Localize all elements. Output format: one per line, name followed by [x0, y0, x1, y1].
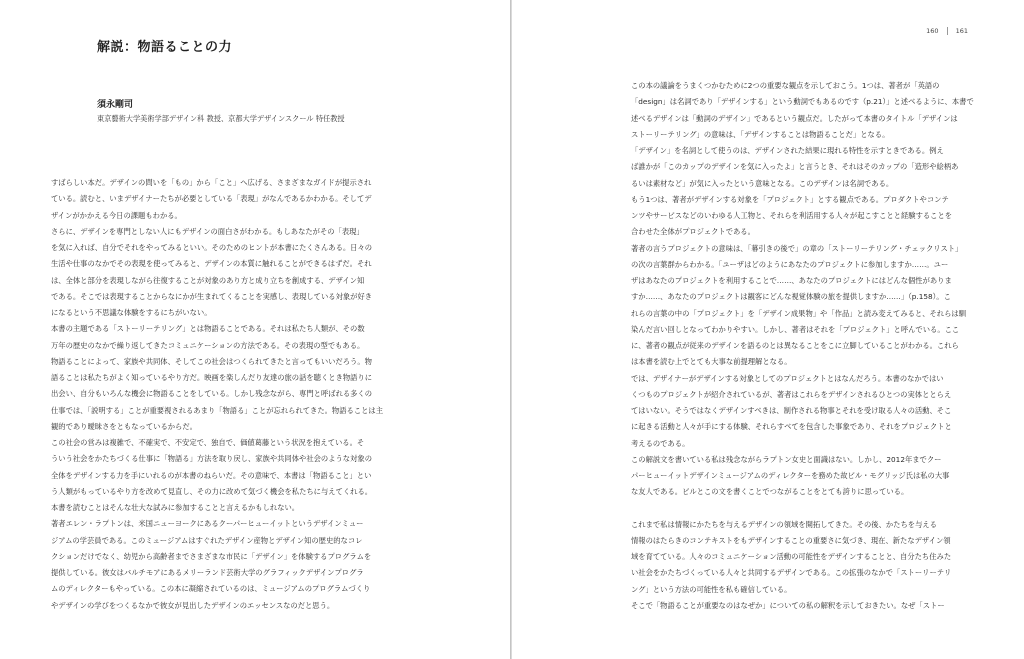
text-line: 考えるのである。 [631, 438, 690, 448]
text-line: は本書を読む上でとても大事な前提理解となる。 [631, 357, 792, 367]
text-line: い社会をかたちづくっている人々と共同するデザインである。この拡張のなかで「ストーリーテリ [631, 568, 952, 578]
page-numbers [926, 27, 968, 35]
text-line: う人類がもっているやり方を改めて見直し、その力に改めて気づく機会を私たちに与えてくれる。 [51, 486, 373, 496]
text-line: 観的であり曖昧さをともなっているからだ。 [51, 421, 197, 431]
text-line: ジアムの学芸員である。このミュージアムはすぐれたデザイン産物とデザイン知の歴史的なコレ [51, 535, 363, 545]
author-name: 須永剛司 [97, 100, 134, 110]
text-line: 「design」は名詞であり「デザインする」という動詞でもあるのです（p.21）」と述べるように、本書で [631, 97, 974, 107]
text-line: パーヒューイットデザインミュージアムのディレクターを務めた故ビル・モグリッジ氏は私の大事 [631, 471, 950, 480]
text-line: ういう社会をかたちづくる仕事に「物語る」方法を取り戻し、家族や共同体や社会のような対象の [51, 454, 372, 464]
left-page [0, 0, 510, 659]
text-line: 情報のはたらきのコンテキストをもデザインすることの重要さに気づき、現在、新たなデザイン領 [631, 535, 951, 545]
text-line: ザインがかかえる今日の課題もわかる。 [51, 210, 182, 220]
text-line: 仕事では、「説明する」ことが重要視されるあまり「物語る」ことが忘れられてきた。物語ることは主 [51, 405, 384, 415]
text-line: くつものプロジェクトが紹介されているが、著者はこれらをデザインされるひとつの実体ととらえ [631, 389, 952, 399]
text-line: これまで私は情報にかたちを与えるデザインの領域を開拓してきた。その後、かたちを与える [631, 519, 937, 529]
text-line: 域を育てている。人々のコミュニケーション活動の可能性をデザインすることと、自分たち住みた [631, 552, 952, 561]
page-number-separator [947, 27, 948, 35]
text-line: そこで「物語ることが重要なのはなぜか」についての私の解釈を示しておきたい。なぜ「ストー [631, 600, 945, 610]
text-line: すばらしい本だ。デザインの問いを「もの」から「こと」へ広げる、さまざまなガイドが提示され [51, 178, 372, 187]
text-line: 物語ることによって、家族や共同体、そしてこの社会はつくられてきたと言ってもいいだろう。物 [51, 356, 372, 366]
text-line: この社会の営みは複雑で、不確実で、不安定で、独自で、価値葛藤という状況を抱えている。そ [51, 438, 365, 447]
text-line: ている。読むと、いまデザイナーたちが必要としている「表現」がなんであるかわかる。そしてデ [51, 194, 372, 204]
text-line: ば誰かが「このカップのデザインを気に入ったよ」と言うとき、それはそのカップの「造形や絵柄あ [631, 162, 959, 172]
text-line: ンツやサービスなどのいわゆる人工物と、それらを利活用する人々が起こすことと経験することを [631, 211, 953, 220]
text-line: を気に入れば、自分でそれをやってみるといい。そのためのヒントが本書にたくさんある。日々の [51, 243, 373, 252]
text-line: 全体をデザインする力を手にいれるのが本書のねらいだ。その意味で、本書は「物語ること」とい [51, 470, 372, 480]
text-line: 本書を読むことはそんな壮大な試みに参加することと言えるかもしれない。 [51, 503, 300, 512]
text-line: 出会い、自分もいろんな機会に物語ることをしている。しかし残念ながら、専門と呼ばれる多くの [51, 389, 373, 399]
right-body-text [631, 78, 976, 614]
text-line: の次の言葉群からわかる。「ユーザはどのようにあなたのプロジェクトに参加しますか……。ユー [631, 259, 949, 269]
text-line: この本の議論をうまくつかむために2つの重要な観点を示しておこう。1つは、著者が「英語の [631, 81, 940, 90]
text-line: ムのディレクターもやっている。この本に凝縮されているのは、ミュージアムのプログラムづくり [51, 584, 371, 594]
page-number-left: 160 [926, 27, 939, 35]
text-line: 著者の言うプロジェクトの意味は、「幕引きの後で」の章の「ストーリーテリング・チェックリスト」 [631, 243, 963, 253]
text-line: すか……、あなたのプロジェクトは観客にどんな視覚体験の旅を提供しますか……」（p.158）。こ [631, 292, 951, 302]
page-number-right: 161 [955, 27, 968, 35]
text-line: さらに、デザインを専門としない人にもデザインの面白さがわかる。もしあなたがその「表現」 [51, 226, 364, 236]
text-line: ザはあなたのプロジェクトを利用することで……、あなたのプロジェクトにはどんな個性がありま [631, 276, 952, 285]
text-line: もう1つは、著者がデザインする対象を「プロジェクト」とする観点である。プロダクトやコンテ [631, 194, 949, 204]
text-line: である。そこでは表現することからなにかが生まれてくることを実感し、表現している対象が好き [51, 291, 373, 301]
text-line: 語ることは私たちがよく知っているやり方だ。映画を楽しんだり友達の旅の話を聴くとき物語りに [51, 373, 373, 382]
text-line: 本書の主題である「ストーリーテリング」とは物語ることである。それは私たち人類が、その数 [51, 324, 365, 334]
text-line: に、著者の観点が従来のデザインを語るのとは異なることをこに立脚していることがわかる。これら [631, 341, 959, 350]
text-line: るいは素材など」が気に入ったという意味となる。このデザインは名詞である。 [631, 178, 894, 188]
text-line: では、デザイナーがデザインする対象としてのプロジェクトとはなんだろう。本書のなかではい [631, 373, 944, 383]
text-line: てはいない。そうではなくデザインすべきは、制作される物事とそれを受け取る人々の活動、そこ [631, 406, 952, 415]
text-line: 万年の歴史のなかで繰り返してきたコミュニケーションの方法である。その表現の型でもある。 [51, 340, 365, 350]
text-line: 述べるデザインは「動詞のデザイン」であるという観点だ。したがって本書のタイトル「デザインは [631, 113, 958, 123]
author-affiliation: 東京藝術大学美術学部デザイン科 教授、京都大学デザインスクール 特任教授 [97, 114, 345, 123]
text-line: は、全体と部分を表現しながら往復することが対象のあり方と成り立ちを創成する、デザイン知 [51, 275, 365, 285]
text-line: 合わせた全体がプロジェクトである。 [631, 227, 755, 237]
text-line: 生活や仕事のなかでその表現を使ってみると、デザインの本質に触れることができるはずだ。それ [51, 259, 372, 269]
text-line: ストーリーテリング」の意味は、「デザインすることは物語ることだ」となる。 [631, 129, 890, 139]
text-line: に起きる活動と人々が手にする体験、それらすべてを包含した事象であり、それをプロジェクトと [631, 422, 952, 432]
text-line: な友人である。ビルとこの文を書くことでつながることをとても誇りに思っている。 [631, 487, 909, 497]
text-line: 染んだ言い回しとなってわかりやすい。しかし、著者はそれを「プロジェクト」と呼んでいる。ここ [631, 324, 960, 334]
text-line: 提供している。彼女はバルチモアにあるメリーランド芸術大学のグラフィックデザインプログラ [51, 568, 364, 577]
text-line: この解説文を書いている私は残念ながらラプトン女史と面識はない。しかし、2012年までクー [631, 454, 942, 464]
text-line: クションだけでなく、幼児から高齢者までさまざまな市民に「デザイン」を体験するプログラムを [51, 551, 372, 561]
text-line: 著者エレン・ラプトンは、米国ニューヨークにあるクーパーヒューイットというデザインミュー [51, 519, 364, 529]
text-line: やデザインの学びをつくるなかで彼女が見出したデザインのエッセンスなのだと思う。 [51, 600, 335, 610]
paragraph-gap [631, 501, 976, 517]
chapter-title: 解説：物語ることの力 [97, 40, 233, 55]
text-line: 「デザイン」を名詞として使うのは、デザインされた結果に現れる特性を示すときである。例え [631, 146, 944, 155]
text-line: になるという不思議な体験をするにちがいない。 [51, 308, 212, 317]
text-line: れらの言葉の中の「プロジェクト」を「デザイン成果物」や「作品」と読み変えてみると、それらは馴 [631, 308, 966, 318]
text-line: ング」という方法の可能性を私も確信している。 [631, 584, 792, 594]
left-body-text [51, 175, 396, 614]
